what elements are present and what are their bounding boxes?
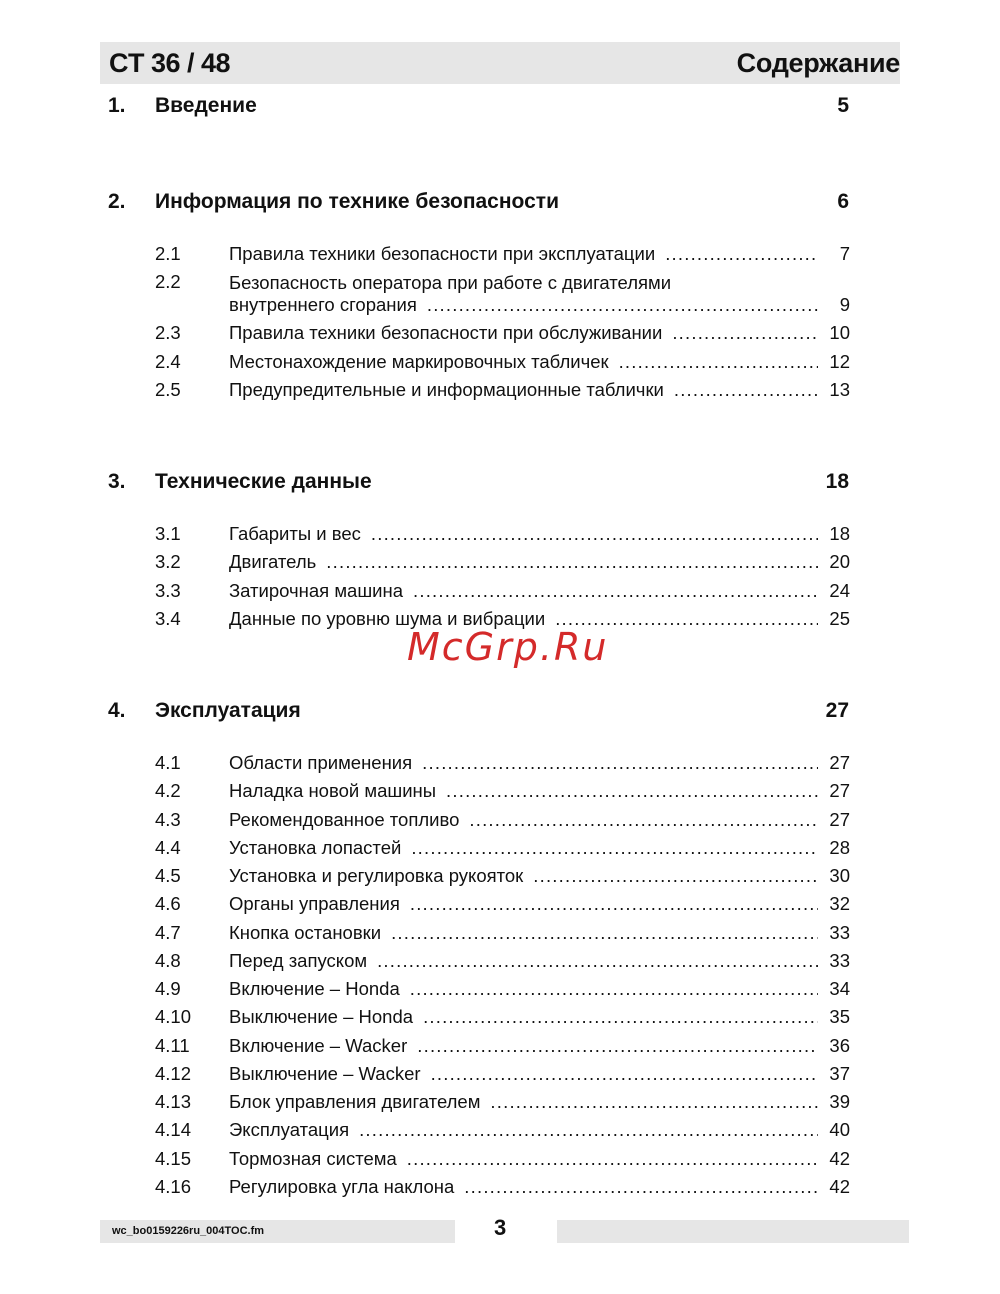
dot-leader — [533, 862, 818, 890]
toc-entry[interactable] — [0, 268, 1000, 319]
footer-page-number: 3 — [494, 1215, 507, 1240]
dot-leader — [423, 1003, 818, 1031]
toc-entry[interactable] — [0, 862, 1000, 890]
section-page: 27 — [825, 699, 849, 722]
entry-title: Габариты и вес — [229, 523, 361, 544]
entry-number: 2.1 — [155, 243, 181, 264]
entry-title: внутреннего сгорания — [229, 294, 417, 316]
dot-leader — [371, 520, 818, 548]
toc-entry[interactable] — [0, 376, 1000, 404]
entry-number: 4.13 — [155, 1091, 192, 1113]
entry-list — [0, 520, 1000, 633]
toc-entry[interactable] — [0, 1003, 1000, 1031]
entry-page: 42 — [829, 1175, 850, 1197]
entry-title: Правила техники безопасности при эксплуатации — [229, 243, 656, 264]
dot-leader — [407, 1145, 818, 1173]
entry-line — [229, 1173, 850, 1201]
toc-entry[interactable] — [0, 749, 1000, 777]
entry-number: 4.10 — [155, 1006, 192, 1028]
toc-entry[interactable] — [0, 975, 1000, 1003]
toc-entry[interactable] — [0, 834, 1000, 862]
dot-leader — [674, 376, 818, 404]
entry-number: 4.11 — [155, 1034, 190, 1056]
entry-line — [229, 890, 850, 918]
toc-entry[interactable] — [0, 520, 1000, 548]
entry-page: 39 — [829, 1091, 850, 1113]
dot-leader — [464, 1173, 818, 1201]
dot-leader — [469, 806, 818, 834]
entry-page: 37 — [829, 1062, 850, 1084]
entry-number: 4.9 — [155, 978, 181, 1000]
entry-title: Тормозная система — [229, 1147, 397, 1169]
entry-page: 25 — [829, 607, 850, 629]
footer-filename: wc_bo0159226ru_004TOC.fm — [112, 1225, 265, 1237]
entry-number: 2.4 — [155, 350, 181, 372]
dot-leader — [410, 975, 818, 1003]
entry-page: 7 — [839, 243, 850, 264]
entry-line — [229, 291, 850, 319]
toc-entry[interactable] — [0, 1116, 1000, 1144]
section-number: 4. — [108, 699, 126, 722]
header-bar — [100, 42, 900, 84]
entry-page: 10 — [829, 322, 850, 344]
entry-number: 4.12 — [155, 1062, 192, 1084]
entry-page: 9 — [839, 294, 850, 316]
entry-page: 33 — [829, 921, 850, 943]
section-heading[interactable] — [0, 696, 1000, 726]
toc-entry[interactable] — [0, 890, 1000, 918]
entry-title: Установка и регулировка рукояток — [229, 865, 524, 887]
entry-line — [229, 862, 850, 890]
toc-entry[interactable] — [0, 348, 1000, 376]
entry-line — [229, 319, 850, 347]
toc-entry[interactable] — [0, 1145, 1000, 1173]
toc-section — [0, 696, 1000, 1201]
footer-file-bar — [100, 1220, 455, 1243]
entry-title: Регулировка угла наклона — [229, 1175, 455, 1197]
dot-leader — [427, 291, 818, 319]
entry-number: 2.2 — [155, 271, 181, 293]
entry-title: Органы управления — [229, 893, 400, 915]
entry-number: 4.6 — [155, 893, 181, 915]
entry-line — [229, 1116, 850, 1144]
toc-entry[interactable] — [0, 1088, 1000, 1116]
entry-page: 36 — [829, 1034, 850, 1056]
toc-entry[interactable] — [0, 919, 1000, 947]
entry-number: 2.5 — [155, 378, 181, 400]
entry-page: 24 — [829, 579, 850, 601]
toc-entry[interactable] — [0, 806, 1000, 834]
entry-number: 3.3 — [155, 579, 181, 601]
entry-line — [229, 1145, 850, 1173]
section-page: 18 — [825, 470, 849, 493]
dot-leader — [672, 319, 818, 347]
entry-page: 18 — [829, 523, 850, 544]
model-title: CT 36 / 48 — [109, 48, 231, 78]
dot-leader — [359, 1116, 818, 1144]
entry-number: 3.2 — [155, 551, 181, 573]
dot-leader — [417, 1032, 818, 1060]
entry-page: 28 — [829, 836, 850, 858]
section-heading[interactable] — [0, 467, 1000, 497]
entry-number: 4.14 — [155, 1119, 192, 1141]
entry-line — [229, 240, 850, 268]
entry-list — [0, 749, 1000, 1201]
entry-title: Перед запуском — [229, 949, 368, 971]
dot-leader — [422, 749, 818, 777]
dot-leader — [665, 240, 818, 268]
entry-title: Кнопка остановки — [229, 921, 382, 943]
entry-line — [229, 577, 850, 605]
toc-section — [0, 91, 1000, 121]
footer-bar-right — [557, 1220, 909, 1243]
page-title: Содержание — [736, 48, 900, 78]
toc-entry[interactable] — [0, 319, 1000, 347]
entry-title: Предупредительные и информационные таблички — [229, 378, 664, 400]
entry-number: 4.2 — [155, 780, 181, 802]
dot-leader — [410, 890, 818, 918]
dot-leader — [411, 834, 818, 862]
entry-line — [229, 348, 850, 376]
entry-title: Затирочная машина — [229, 579, 404, 601]
section-number: 2. — [108, 190, 126, 213]
entry-number: 4.5 — [155, 865, 181, 887]
entry-title: Выключение – Wacker — [229, 1062, 421, 1084]
entry-line — [229, 548, 850, 576]
entry-title: Блок управления двигателем — [229, 1091, 481, 1113]
entry-page: 34 — [829, 978, 850, 1000]
section-heading[interactable] — [0, 91, 1000, 121]
entry-title: Двигатель — [229, 551, 317, 573]
entry-number: 4.8 — [155, 949, 181, 971]
entry-title: Включение – Honda — [229, 978, 400, 1000]
dot-leader — [377, 947, 818, 975]
entry-title: Данные по уровню шума и вибрации — [229, 607, 546, 629]
entry-title: Наладка новой машины — [229, 780, 437, 802]
entry-line — [229, 1060, 850, 1088]
entry-title: Области применения — [229, 752, 413, 773]
entry-page: 35 — [829, 1006, 850, 1028]
toc-section — [0, 467, 1000, 633]
dot-leader — [490, 1088, 818, 1116]
entry-page: 32 — [829, 893, 850, 915]
entry-page: 27 — [829, 752, 850, 773]
entry-page: 27 — [829, 780, 850, 802]
toc-entry[interactable] — [0, 240, 1000, 268]
toc-entry[interactable] — [0, 577, 1000, 605]
toc-entry[interactable] — [0, 1032, 1000, 1060]
entry-page: 42 — [829, 1147, 850, 1169]
toc-entry[interactable] — [0, 548, 1000, 576]
entry-number: 4.3 — [155, 808, 181, 830]
watermark: McGrp.Ru — [407, 625, 609, 669]
entry-title: Рекомендованное топливо — [229, 808, 460, 830]
section-title: Технические данные — [155, 470, 372, 493]
entry-number: 4.7 — [155, 921, 181, 943]
section-page: 5 — [837, 94, 849, 117]
entry-title: Включение – Wacker — [229, 1034, 408, 1056]
dot-leader — [413, 577, 818, 605]
dot-leader — [446, 777, 818, 805]
section-heading[interactable] — [0, 187, 1000, 217]
section-number: 1. — [108, 94, 126, 117]
toc-section — [0, 187, 1000, 404]
entry-title: Местонахождение маркировочных табличек — [229, 350, 609, 372]
entry-number: 4.1 — [155, 752, 181, 773]
entry-number: 3.4 — [155, 607, 181, 629]
entry-title: Установка лопастей — [229, 836, 402, 858]
section-page: 6 — [837, 190, 849, 213]
entry-line — [229, 806, 850, 834]
entry-page: 27 — [829, 808, 850, 830]
entry-number: 3.1 — [155, 523, 181, 544]
entry-line — [229, 1003, 850, 1031]
section-title: Эксплуатация — [155, 699, 301, 722]
dot-leader — [619, 348, 818, 376]
toc-entry[interactable] — [0, 1060, 1000, 1088]
entry-page: 40 — [829, 1119, 850, 1141]
entry-line — [229, 777, 850, 805]
entry-line — [229, 919, 850, 947]
entry-line — [229, 1088, 850, 1116]
entry-page: 20 — [829, 551, 850, 573]
entry-page: 33 — [829, 949, 850, 971]
section-title: Введение — [155, 94, 257, 117]
entry-page: 12 — [829, 350, 850, 372]
entry-title-line1: Безопасность оператора при работе с двигателями — [229, 272, 672, 294]
entry-title: Эксплуатация — [229, 1119, 350, 1141]
toc-entry[interactable] — [0, 947, 1000, 975]
entry-line — [229, 975, 850, 1003]
entry-line — [229, 520, 850, 548]
section-number: 3. — [108, 470, 126, 493]
toc-entry[interactable] — [0, 777, 1000, 805]
entry-page: 13 — [829, 378, 850, 400]
entry-list — [0, 240, 1000, 404]
entry-line — [229, 749, 850, 777]
dot-leader — [326, 548, 818, 576]
toc-entry[interactable] — [0, 1173, 1000, 1201]
entry-number: 4.4 — [155, 836, 181, 858]
section-title: Информация по технике безопасности — [155, 190, 559, 213]
entry-title: Выключение – Honda — [229, 1006, 414, 1028]
entry-number: 4.15 — [155, 1147, 192, 1169]
entry-number: 4.16 — [155, 1175, 192, 1197]
entry-line — [229, 376, 850, 404]
dot-leader — [431, 1060, 818, 1088]
entry-line — [229, 834, 850, 862]
entry-page: 30 — [829, 865, 850, 887]
entry-number: 2.3 — [155, 322, 181, 344]
entry-line — [229, 1032, 850, 1060]
entry-line — [229, 947, 850, 975]
entry-title: Правила техники безопасности при обслуживании — [229, 322, 663, 344]
dot-leader — [391, 919, 818, 947]
